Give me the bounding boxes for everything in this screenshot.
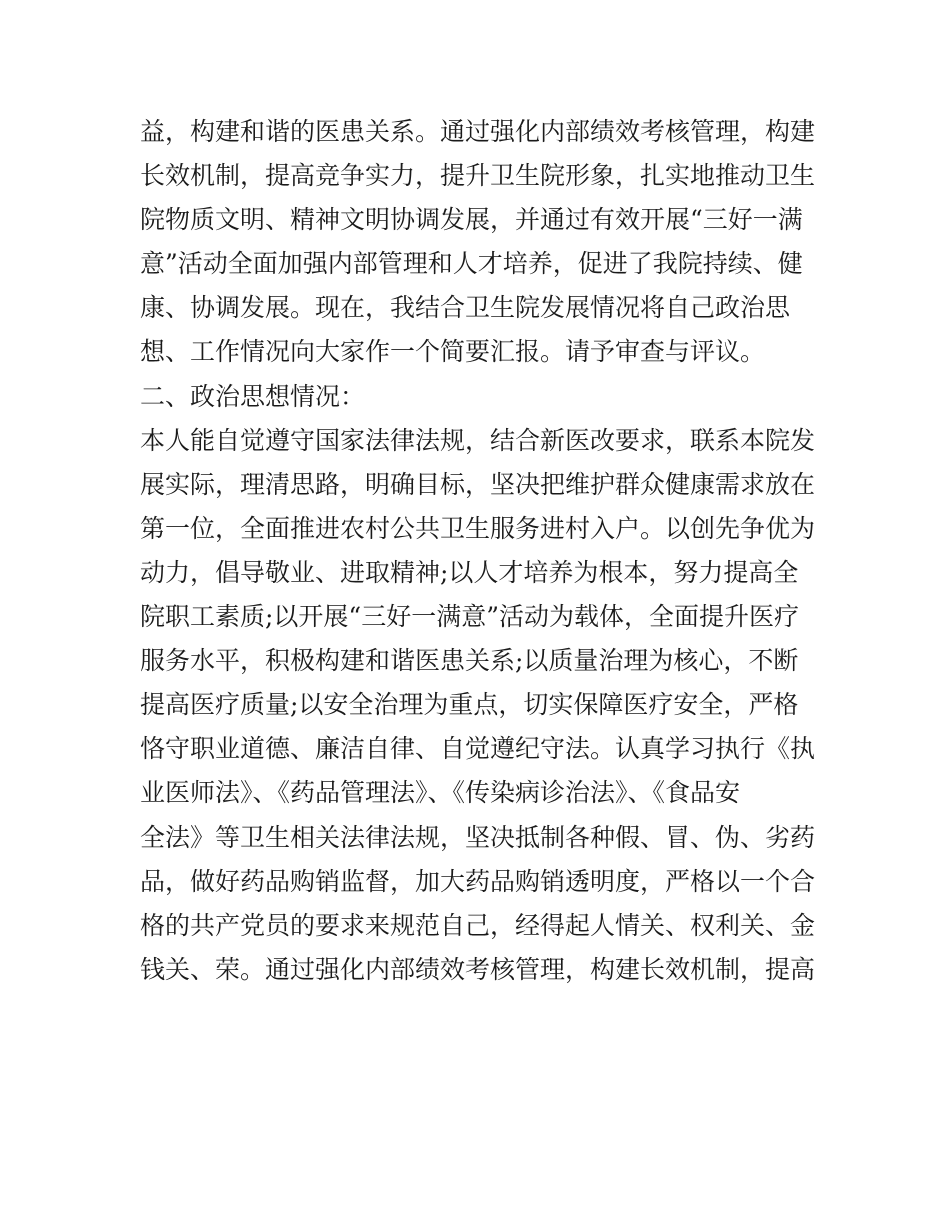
text-line: 想、工作情况向大家作一个简要汇报。请予审查与评议。 — [140, 337, 766, 367]
text-line: 益，构建和谐的医患关系。通过强化内部绩效考核管理，构建 — [140, 117, 816, 146]
text-line: 院职工素质;以开展“三好一满意”活动为载体，全面提升医疗 — [140, 602, 799, 632]
text-line: 全法》等卫生相关法律法规，坚决抵制各种假、冒、伪、劣药 — [140, 822, 816, 852]
section-heading: 二、政治思想情况： — [140, 381, 366, 411]
text-line: 康、协调发展。现在，我结合卫生院发展情况将自己政治思 — [140, 293, 791, 323]
text-line: 品，做好药品购销监督，加大药品购销透明度，严格以一个合 — [140, 866, 816, 896]
text-line: 本人能自觉遵守国家法律法规，结合新医改要求，联系本院发 — [140, 425, 816, 455]
text-line: 展实际，理清思路，明确目标，坚决把维护群众健康需求放在 — [140, 469, 816, 499]
text-line: 第一位，全面推进农村公共卫生服务进村入户。以创先争优为 — [140, 513, 816, 543]
text-line: 院物质文明、精神文明协调发展，并通过有效开展“三好一满 — [140, 205, 803, 235]
text-line: 提高医疗质量;以安全治理为重点，切实保障医疗安全，严格 — [140, 690, 799, 720]
text-line: 意”活动全面加强内部管理和人才培养，促进了我院持续、健 — [140, 249, 803, 279]
text-line: 服务水平，积极构建和谐医患关系;以质量治理为核心，不断 — [140, 646, 799, 676]
document-body — [140, 110, 820, 992]
text-line: 长效机制，提高竞争实力，提升卫生院形象，扎实地推动卫生 — [140, 161, 816, 191]
text-line: 动力，倡导敬业、进取精神;以人才培养为根本，努力提高全 — [140, 557, 799, 587]
text-line: 业医师法》、《药品管理法》、《传染病诊治法》、《食品安 — [140, 778, 741, 808]
text-line: 格的共产党员的要求来规范自己，经得起人情关、权利关、金 — [140, 910, 816, 940]
text-line: 恪守职业道德、廉洁自律、自觉遵纪守法。认真学习执行《执 — [140, 734, 816, 764]
text-line: 钱关、荣。通过强化内部绩效考核管理，构建长效机制，提高 — [140, 954, 816, 984]
